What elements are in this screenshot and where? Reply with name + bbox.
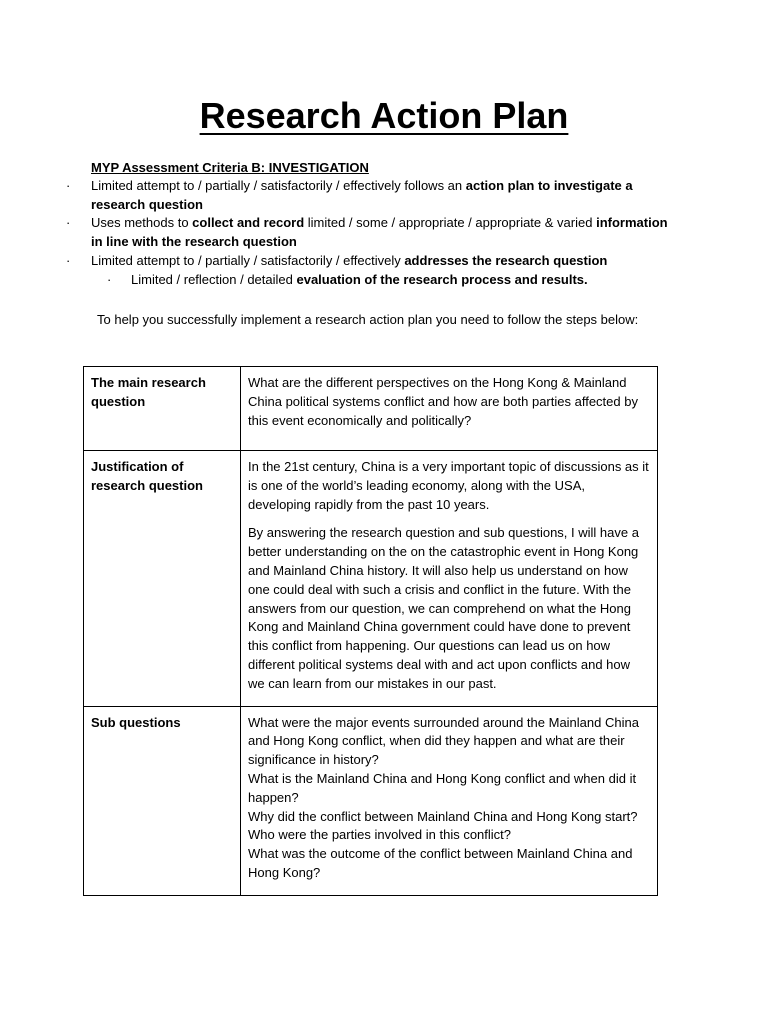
sub-question: What was the outcome of the conflict between Mainland China and Hong Kong? — [248, 846, 633, 880]
page-title: Research Action Plan — [199, 95, 569, 136]
row-content — [241, 367, 658, 451]
research-plan-table — [83, 366, 658, 896]
sub-question: What were the major events surrounded around the Mainland China and Hong Kong conflict, when did they happen and what are their significance in history? — [248, 714, 639, 768]
row-label: Justification of research question — [84, 451, 241, 707]
criteria-item — [0, 252, 768, 271]
bullet-icon: · — [66, 252, 71, 268]
row-paragraph: By answering the research question and sub questions, I will have a better understanding on the on the catastrophic event in Hong Kong and Mainland China history. It will also help us understand on how one could deal with such a crisis and conflict in the future. With the answers from our question, we can comprehend on what the Hong Kong and Mainland China government could have done to prevent this conflict from happening. Our questions can lead us on how different political systems deal with and act upon conflicts and how we can learn from our mistakes in our past. — [248, 525, 639, 691]
criteria-sub-item — [0, 271, 768, 290]
criteria-text: Limited attempt to / partially / satisfactorily / effectively follows an — [91, 178, 466, 193]
table-row — [84, 367, 658, 451]
row-label: Sub questions — [84, 706, 241, 895]
bullet-icon: · — [107, 271, 112, 287]
bullet-icon: · — [66, 178, 71, 193]
sub-question: What is the Mainland China and Hong Kong conflict and when did it happen? — [248, 770, 637, 805]
sub-question: Who were the parties involved in this conflict? — [248, 827, 512, 843]
criteria-text-bold: evaluation of the research process and results. — [296, 271, 588, 287]
criteria-list — [0, 177, 768, 289]
row-content — [241, 706, 658, 895]
criteria-text-bold: collect and record — [192, 215, 305, 231]
criteria-text-bold: addresses the research question — [404, 252, 608, 268]
bullet-icon: · — [66, 215, 71, 231]
criteria-text: Limited attempt to / partially / satisfactorily / effectively — [91, 252, 405, 268]
criteria-text: limited / some / appropriate / appropriate & varied — [304, 215, 597, 231]
row-content — [241, 451, 658, 707]
intro-text: To help you successfully implement a research action plan you need to follow the steps below: — [97, 312, 639, 327]
row-paragraph: What are the different perspectives on the Hong Kong & Mainland China political systems conflict and how are both parties affected by this event economically and politically? — [248, 375, 638, 428]
criteria-text-bold: action plan to investigate a research question — [91, 178, 633, 212]
criteria-text: Limited / reflection / detailed — [131, 271, 297, 287]
sub-question: Why did the conflict between Mainland China and Hong Kong start? — [248, 808, 638, 824]
row-label: The main research question — [84, 367, 241, 451]
criteria-item — [0, 177, 768, 214]
row-paragraph: In the 21st century, China is a very important topic of discussions as it is one of the world’s leading economy, along with the USA, developing rapidly from the past 10 years. — [248, 459, 649, 512]
criteria-text: Uses methods to — [91, 215, 193, 231]
table-row — [84, 451, 658, 707]
table-row — [84, 706, 658, 895]
criteria-item — [0, 214, 768, 251]
criteria-heading: MYP Assessment Criteria B: INVESTIGATION — [91, 160, 369, 175]
criteria-text-bold: information in line with the research question — [91, 215, 668, 250]
